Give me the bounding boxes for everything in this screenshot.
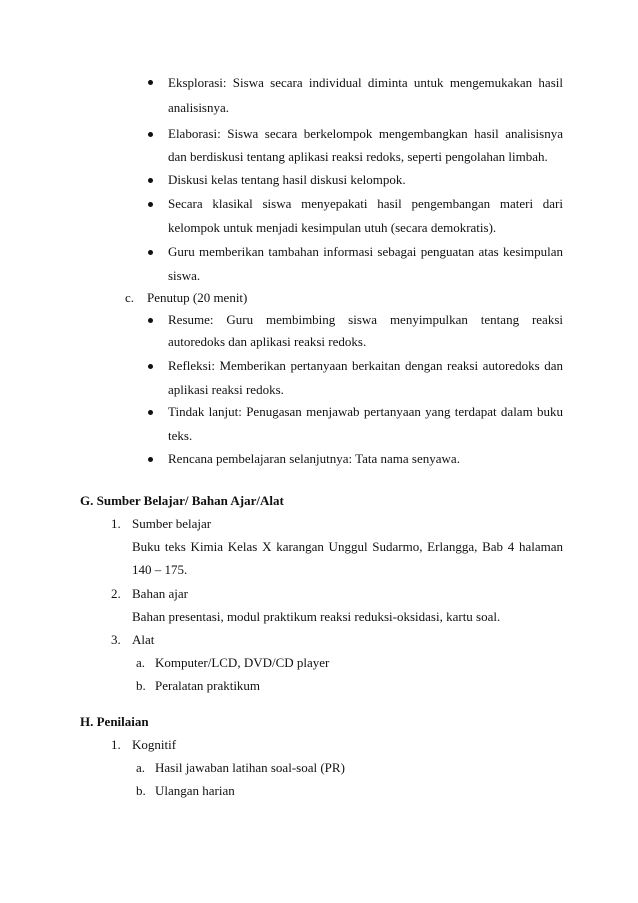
bullet-text-line: dan berdiskusi tentang aplikasi reaksi redoks, seperti pengolahan limbah. [168,149,548,164]
list-item-label: Kognitif [132,737,177,752]
bullet-text-line: Resume: Guru membimbing siswa menyimpulkan tentang reaksi [168,312,563,327]
penutup-marker: c. [125,290,135,305]
list-marker: 2. [111,586,121,601]
bullet-text-line: Rencana pembelajaran selanjutnya: Tata nama senyawa. [168,451,460,466]
bullet-text-line: teks. [168,428,193,443]
sub-list-marker: a. [136,760,146,775]
bullet-text-line: siswa. [168,268,201,283]
bullet-text-line: Guru memberikan tambahan informasi sebagai penguatan atas kesimpulan [168,244,563,259]
bullet-text-line: Eksplorasi: Siswa secara individual diminta untuk mengemukakan hasil [168,75,563,90]
bullet-icon [148,457,153,462]
sub-list-marker: a. [136,655,146,670]
sub-list-label: Peralatan praktikum [155,678,261,693]
list-marker: 1. [111,516,121,531]
sub-list-label: Komputer/LCD, DVD/CD player [155,655,330,670]
section-g-title: G. Sumber Belajar/ Bahan Ajar/Alat [80,493,284,508]
bullet-text-line: aplikasi reaksi redoks. [168,382,284,397]
sub-list-label: Hasil jawaban latihan soal-soal (PR) [155,760,345,775]
bullet-icon [148,202,153,207]
penutup-label: Penutup (20 menit) [147,290,248,305]
bullet-icon [148,364,153,369]
bullet-text-line: Refleksi: Memberikan pertanyaan berkaitan dengan reaksi autoredoks dan [168,358,563,373]
list-item-desc: Bahan presentasi, modul praktikum reaksi reduksi-oksidasi, kartu soal. [132,609,501,624]
bullet-icon [148,318,153,323]
bullet-text-line: Diskusi kelas tentang hasil diskusi kelompok. [168,172,406,187]
bullet-text-line: analisisnya. [168,100,230,115]
list-item-label: Alat [132,632,155,647]
sub-list-marker: b. [136,783,146,798]
list-item-label: Sumber belajar [132,516,212,531]
list-item-label: Bahan ajar [132,586,188,601]
list-marker: 3. [111,632,121,647]
bullet-icon [148,80,153,85]
bullet-icon [148,178,153,183]
bullet-text-line: Tindak lanjut: Penugasan menjawab pertanyaan yang terdapat dalam buku [168,404,563,419]
section-h-title: H. Penilaian [80,714,149,729]
bullet-text-line: kelompok untuk menjadi kesimpulan utuh (secara demokratis). [168,220,497,235]
bullet-text-line: Secara klasikal siswa menyepakati hasil pengembangan materi dari [168,196,563,211]
list-item-desc: Buku teks Kimia Kelas X karangan Unggul Sudarmo, Erlangga, Bab 4 halaman [132,539,563,554]
bullet-icon [148,250,153,255]
bullet-text-line: autoredoks dan aplikasi reaksi redoks. [168,334,367,349]
bullet-icon [148,410,153,415]
list-item-desc: 140 – 175. [132,562,188,577]
list-marker: 1. [111,737,121,752]
bullet-text-line: Elaborasi: Siswa secara berkelompok mengembangkan hasil analisisnya [168,126,563,141]
sub-list-marker: b. [136,678,146,693]
bullet-icon [148,132,153,137]
sub-list-label: Ulangan harian [155,783,235,798]
